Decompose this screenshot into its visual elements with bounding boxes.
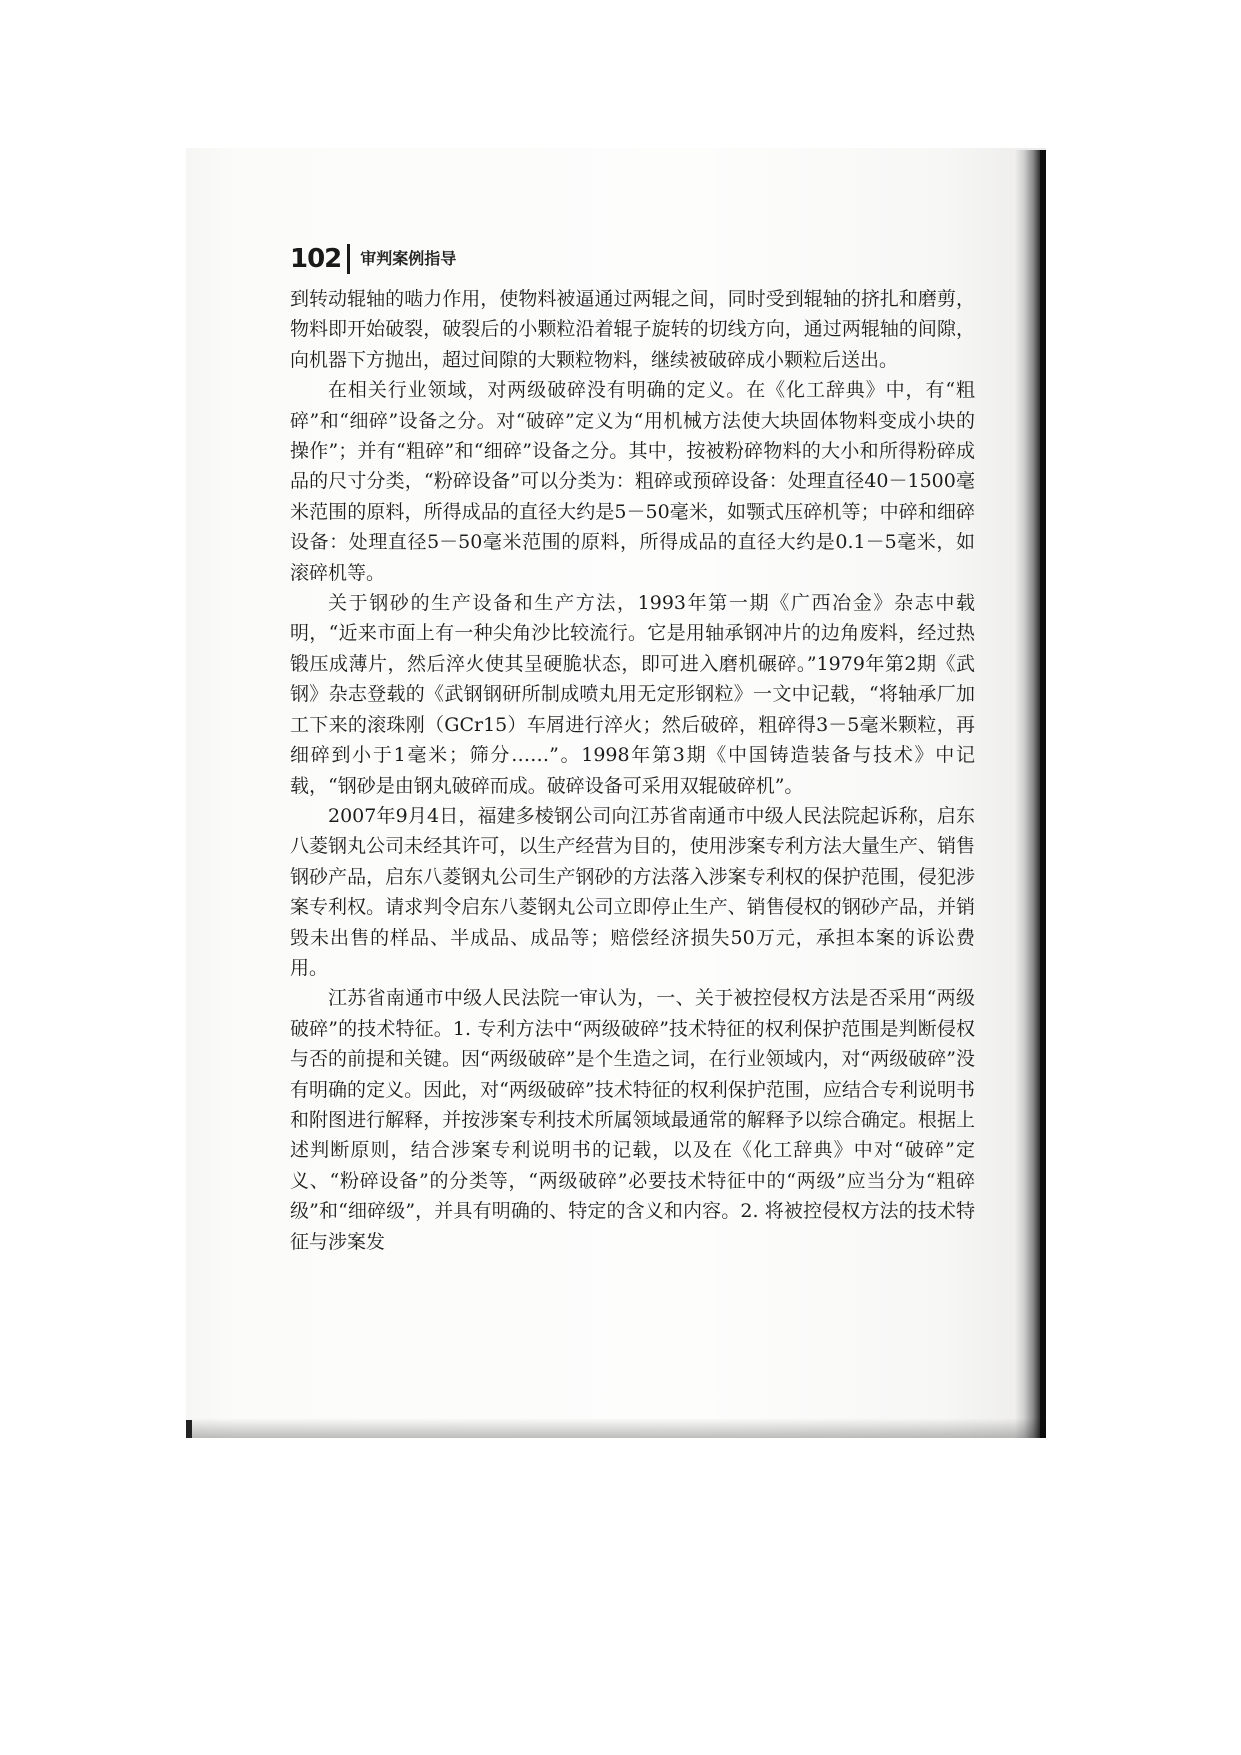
paragraph-first-instance: 江苏省南通市中级人民法院一审认为，一、关于被控侵权方法是否采用“两级破碎”的技术特征。1. 专利方法中“两级破碎”技术特征的权利保护范围是判断侵权与否的前提和关键。因“两级破碎”是个生造之词，在行业领域内，对“两级破碎”没有明确的定义。因此，对“两级破碎”技术特征的权利保护范围，应结合专利说明书和附图进行解释，并按涉案专利技术所属领域最通常的解释予以综合确定。根据上述判断原则，结合涉案专利说明书的记载，以及在《化工辞典》中对“破碎”定义、“粉碎设备”的分类等，“两级破碎”必要技术特征中的“两级”应当分为“粗碎级”和“细碎级”，并具有明确的、特定的含义和内容。2. 将被控侵权方法的技术特征与涉案发: [290, 987, 975, 1253]
running-title: 审判案例指导: [360, 249, 457, 268]
paragraph-definition: 在相关行业领域，对两级破碎没有明确的定义。在《化工辞典》中，有“粗碎”和“细碎”设备之分。对“破碎”定义为“用机械方法使大块固体物料变成小块的操作”；并有“粗碎”和“细碎”设备之分。其中，按被粉碎物料的大小和所得粉碎成品的尺寸分类，“粉碎设备”可以分类为：粗碎或预碎设备：处理直径40－1500毫米范围的原料，所得成品的直径大约是5－50毫米，如颚式压碎机等；中碎和细碎设备：处理直径5－50毫米范围的原料，所得成品的直径大约是0.1－5毫米，如滚碎机等。: [290, 379, 975, 584]
paragraph-lawsuit: 2007年9月4日，福建多棱钢公司向江苏省南通市中级人民法院起诉称，启东八菱钢丸公司未经其许可，以生产经营为目的，使用涉案专利方法大量生产、销售钢砂产品，启东八菱钢丸公司生产钢砂的方法落入涉案专利权的保护范围，侵犯涉案专利权。请求判令启东八菱钢丸公司立即停止生产、销售侵权的钢砂产品，并销毁未出售的样品、半成品、成品等；赔偿经济损失50万元，承担本案的诉讼费用。: [290, 804, 975, 979]
paragraph-continuation: 到转动辊轴的啮力作用，使物料被逼通过两辊之间，同时受到辊轴的挤扎和磨剪，物料即开始破裂，破裂后的小颗粒沿着辊子旋转的切线方向，通过两辊轴的间隙，向机器下方抛出，超过间隙的大颗粒物料，继续被破碎成小颗粒后送出。: [290, 288, 975, 371]
page-corner-shadow: [186, 1420, 192, 1438]
header-divider: [347, 244, 350, 274]
page-header: [290, 238, 456, 274]
paragraph-steel-sand: 关于钢砂的生产设备和生产方法，1993年第一期《广西冶金》杂志中载明，“近来市面上有一种尖角沙比较流行。它是用轴承钢冲片的边角废料，经过热锻压成薄片，然后淬火使其呈硬脆状态，即可进入磨机碾碎。”1979年第2期《武钢》杂志登载的《武钢钢研所制成喷丸用无定形钢粒》一文中记载，“将轴承厂加工下来的滚珠刚（GCr15）车屑进行淬火；然后破碎，粗碎得3－5毫米颗粒，再细碎到小于1毫米；筛分……”。1998年第3期《中国铸造装备与技术》中记载，“钢砂是由钢丸破碎而成。破碎设备可采用双辊破碎机”。: [290, 592, 975, 797]
body-text: [290, 284, 975, 1257]
page-bottom-shadow: [186, 1418, 1046, 1438]
book-edge: [1040, 150, 1046, 1438]
page-number: 102: [290, 244, 342, 274]
